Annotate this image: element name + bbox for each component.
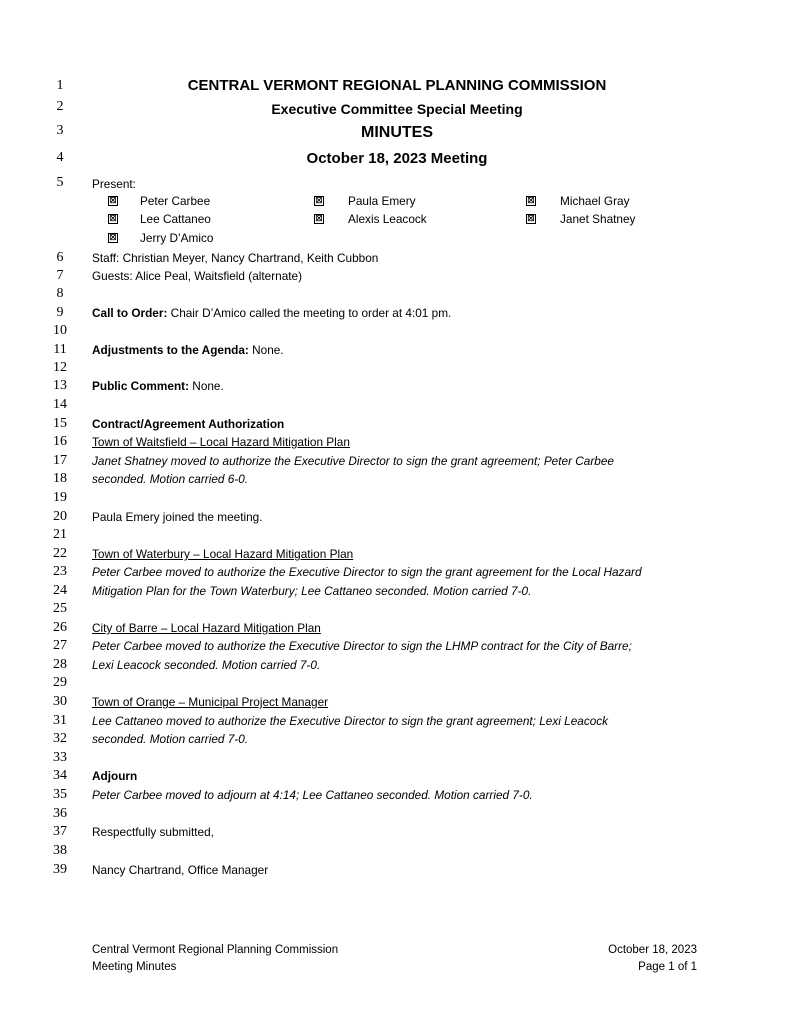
line-number: 19: [53, 490, 67, 505]
present-label: Present:: [92, 177, 136, 191]
line-number: 16: [53, 434, 67, 449]
line-number: 36: [53, 806, 67, 821]
contract-title: City of Barre – Local Hazard Mitigation Plan: [92, 621, 321, 635]
line-number: 6: [56, 250, 64, 265]
line-number: 39: [53, 862, 67, 877]
line-number: 4: [56, 150, 64, 165]
meeting-title: Executive Committee Special Meeting: [271, 101, 523, 117]
line-number: 26: [53, 620, 67, 635]
doc-type-title: MINUTES: [361, 124, 433, 141]
checkbox-checked-icon: ☒: [109, 233, 117, 242]
line-number: 33: [53, 750, 67, 765]
line-number: 35: [53, 787, 67, 802]
line-number: 9: [56, 305, 64, 320]
line-number: 17: [53, 453, 67, 468]
line-number: 13: [53, 378, 67, 393]
salutation: Respectfully submitted,: [92, 825, 214, 839]
line-number: 18: [53, 471, 67, 486]
meeting-date: October 18, 2023 Meeting: [306, 150, 488, 167]
agenda-adjustments: [92, 343, 284, 357]
line-number: 3: [56, 123, 64, 138]
checkbox-checked-icon: ☒: [527, 196, 535, 205]
line-number: 5: [56, 175, 64, 190]
line-number: 32: [53, 731, 67, 746]
motion-text: seconded. Motion carried 6-0.: [92, 472, 249, 486]
line-number: 20: [53, 509, 67, 524]
line-number: 23: [53, 564, 67, 579]
line-number: 30: [53, 694, 67, 709]
footer-date: October 18, 2023: [608, 944, 697, 956]
call-to-order-text: Chair D’Amico called the meeting to order at 4:01 pm.: [167, 306, 452, 320]
signer: Nancy Chartrand, Office Manager: [92, 863, 269, 877]
motion-text: Peter Carbee moved to authorize the Executive Director to sign the LHMP contract for the City of Barre;: [92, 639, 632, 653]
motion-text: Peter Carbee moved to authorize the Executive Director to sign the grant agreement for the Local Hazard: [92, 565, 642, 579]
line-number: 31: [53, 713, 67, 728]
checkbox-checked-icon: ☒: [527, 214, 535, 223]
contract-title: Town of Waitsfield – Local Hazard Mitigation Plan: [92, 435, 350, 449]
joined-note: Paula Emery joined the meeting.: [92, 510, 263, 524]
member-name: Alexis Leacock: [348, 212, 427, 226]
footer-org: Central Vermont Regional Planning Commission: [92, 944, 339, 956]
line-number: 15: [53, 416, 67, 431]
member-name: Peter Carbee: [140, 194, 211, 208]
line-number: 27: [53, 638, 67, 653]
guests-line: Guests: Alice Peal, Waitsfield (alternate): [92, 269, 303, 283]
line-number: 8: [56, 286, 64, 301]
motion-text: Lee Cattaneo moved to authorize the Executive Director to sign the grant agreement; Lexi Leacock: [92, 714, 609, 728]
line-number: 29: [53, 675, 67, 690]
line-number: 12: [53, 360, 67, 375]
motion-text: Janet Shatney moved to authorize the Executive Director to sign the grant agreement; Peter Carbee: [92, 454, 614, 468]
line-number: 10: [53, 323, 67, 338]
checkbox-checked-icon: ☒: [109, 196, 117, 205]
footer-page-number: Page 1 of 1: [638, 961, 697, 973]
line-number: 37: [53, 824, 67, 839]
line-number: 2: [56, 99, 64, 114]
public-comment-text: None.: [189, 379, 224, 393]
checkbox-checked-icon: ☒: [315, 214, 323, 223]
line-number: 7: [56, 268, 64, 283]
call-to-order-label: Call to Order:: [92, 306, 168, 320]
line-number: 38: [53, 843, 67, 858]
member-name: Michael Gray: [560, 194, 630, 208]
agenda-adjustments-text: None.: [248, 343, 284, 357]
public-comment-label: Public Comment:: [92, 379, 190, 393]
contract-title: Town of Waterbury – Local Hazard Mitigation Plan: [92, 547, 354, 561]
line-number: 25: [53, 601, 67, 616]
line-number: 34: [53, 768, 67, 783]
line-number: 21: [53, 527, 67, 542]
line-number: 22: [53, 546, 67, 561]
org-title: CENTRAL VERMONT REGIONAL PLANNING COMMISSION: [187, 77, 607, 94]
motion-text: Mitigation Plan for the Town Waterbury; Lee Cattaneo seconded. Motion carried 7-0.: [92, 584, 532, 598]
line-number: 14: [53, 397, 67, 412]
contracts-heading: Contract/Agreement Authorization: [92, 417, 285, 431]
line-number: 1: [56, 78, 64, 93]
agenda-adjustments-label: Adjustments to the Agenda:: [92, 343, 249, 357]
adjourn-motion: Peter Carbee moved to adjourn at 4:14; Lee Cattaneo seconded. Motion carried 7-0.: [92, 788, 533, 802]
staff-line: Staff: Christian Meyer, Nancy Chartrand, Keith Cubbon: [92, 251, 379, 265]
motion-text: seconded. Motion carried 7-0.: [92, 732, 249, 746]
member-name: Paula Emery: [348, 194, 416, 208]
public-comment: [92, 379, 224, 393]
checkbox-checked-icon: ☒: [315, 196, 323, 205]
contract-title: Town of Orange – Municipal Project Manager: [92, 695, 329, 709]
call-to-order: [92, 306, 451, 320]
line-number: 28: [53, 657, 67, 672]
line-number: 11: [53, 342, 67, 357]
adjourn-heading: Adjourn: [92, 769, 138, 783]
member-name: Lee Cattaneo: [140, 212, 211, 226]
checkbox-checked-icon: ☒: [109, 214, 117, 223]
member-name: Janet Shatney: [560, 212, 636, 226]
member-name: Jerry D’Amico: [140, 231, 214, 245]
motion-text: Lexi Leacock seconded. Motion carried 7-0.: [92, 658, 321, 672]
footer-doc: Meeting Minutes: [92, 961, 177, 973]
line-number: 24: [53, 583, 67, 598]
